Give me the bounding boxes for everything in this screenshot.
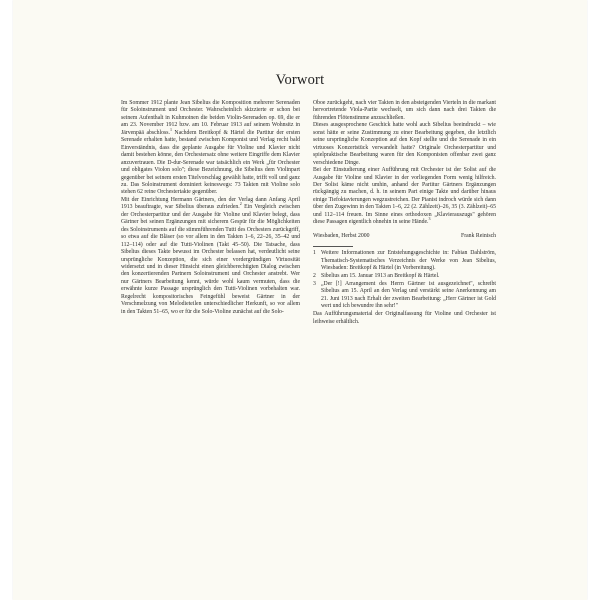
paragraph: Bei der Einstudierung einer Aufführung mit Orchester ist der Solist auf die Ausgabe für Violine und Klavier in der vorliegenden Form wenig hilfreich. Der Solist käme nicht umhin, anhand der Partitur Gärtners Ergänzungen rückgängig zu machen, d. h. in seinem Part einige Takte und darüber hinaus einige Tiefoktavierungen wegzustreichen. Der Pianist indroch würde sich dann über den Zugewinn in den Takten 1–6, 22 (2. Zählzeit)–26, 35 (3. Zählzeit)–65 und 112–114 freuen. Im Sinne eines orthodoxen „Klavierauszugs" gehören diese Passagen eigentlich ohnehin in seine Hände.$^3$	[313, 167, 496, 226]
signature-line	[313, 233, 496, 240]
page-title: Vorwort	[275, 72, 325, 88]
author-name: Frank Reinisch	[461, 232, 496, 239]
paragraph: Im Sommer 1912 plante Jean Sibelius die Komposition mehrerer Serenaden für Soloinstrument und Orchester. Wahrscheinlich skizzierte er schon bei seinem Aufenthalt in Kuhmoinen die beiden Violin-Serenaden op. 69, die er am 23. November 1912 bzw. am 10. Februar 1913 auf seinem Wohnsitz in Järvenpää abschloss.$^1$ Nachdem Breitkopf & Härtel die Partitur der ersten Serenade erhalten hatte, bestand zwischen Komponist und Verlag recht bald Einverständnis, dass die geplante Ausgabe für Violine und Klavier nicht damit bestehen könne, den Orchestersatz ohne weitere Eingriffe dem Klavier anzuvertrauen. Die D-dur-Serenade war tatsächlich ein Werk „für Orchester und obligates Violon solo"; diese Bezeichnung, die Sibelius dem Violinpart gegenüber bei seinem ersten Titelvorschlag gewählt hatte, trifft voll und ganz zu. Das Soloinstrument dominiert keineswegs: 73 Takten mit Violine solo stehen 62 reine Orchestertakte gegenüber.	[121, 100, 300, 196]
closing-note: Das Aufführungsmaterial der Originalfassung für Violine und Orchester ist leihweise erhältlich.	[313, 311, 496, 325]
footnote-divider	[313, 246, 353, 247]
footnote-ref: 2	[239, 201, 242, 207]
footnote: 3 „Der [!] Arrangement des Herrn Gärtner ist ausgezeichnet", schreibt Sibelius am 15. April an den Verlag und verstärkt seine Anerkennung am 21. Juni 1913 nach Erhalt der zweiten Bearbeitung: „Herr Gärtner ist Gold wert und ich bewundre ihn sehr!"	[313, 280, 496, 310]
document-page	[13, 0, 587, 600]
paragraph: Oboe zurückgeht, nach vier Takten in den absteigenden Vierteln in die markant hervortretende Viola-Partie wechselt, um sich dann nach drei Takten die führenden Flötenstimme anzuschließen.	[313, 100, 496, 121]
footnote-ref: 3	[428, 216, 431, 222]
paragraph: Dieses ausgesprochene Geschick hatte wohl auch Sibelius beeindruckt – wie sonst hätte er seine Zustimmung zu einer Bearbeitung gegeben, die letztlich seine ursprüngliche Konzeption auf den Kopf stellte und die Serenade in ein virtuoses Konzertstück verwandelt hatte? Originale Orchesterpartitur und spielpraktische Bearbeitung waren für den Komponisten offenbar zwei ganz verschiedene Dinge.	[313, 122, 496, 166]
right-column	[313, 100, 496, 326]
footnote-ref: 1	[169, 126, 172, 132]
place-date: Wiesbaden, Herbst 2000	[313, 232, 370, 239]
left-column	[121, 100, 300, 316]
footnote: 2 Sibelius am 15. Januar 1913 an Breitkopf & Härtel.	[313, 273, 440, 280]
paragraph: Mit der Einrichtung Hermann Gärtners, den der Verlag dann Anfang April 1913 beauftragte, war Sibelius überaus zufrieden.$^2$ Ein Vergleich zwischen der Orchesterpartitur und der Ausgabe für Violine und Klavier belegt, dass Gärtner bei seinen Ergänzungen mit sicherem Gespür für die Möglichkeiten des Soloinstruments auf die stimmführenden Tutti des Orchesters zurückgriff, so etwa auf die Bläser (so vor allem in den Takten 1–6, 22–26, 35–42 und 112–114) oder auf die Tutti-Violinen (Takt 45–50). Die Tatsache, dass Sibelius dieses Takte bewusst im Orchester belassen hat, verdeutlicht seine ursprüngliche Konzeption, die sich einer vordergründigen Virtuosität widersetzt und in dieser Hinsicht einen gleichberechtigten Dialog zwischen den konzertierenden Partnern Soloinstrument und Orchester anstrebt. Wer nur Gärtners Bearbeitung kennt, würde wohl kaum vermuten, dass die erwähnte kurze Passage ursprünglich den Tutti-Violinen vorbehalten war. Regelrecht kompositorisches Feingefühl beweist Gärtner in der Verschmelzung von Melodieteilen unterschiedlicher Herkunft, so vor allem in den Takten 51–65, wo er für die Solo-Violine zunächst auf die Solo-	[121, 196, 300, 315]
footnote: 1 Weitere Informationen zur Entstehungsgeschichte in: Fabian Dahlström, Thematisch-Systematisches Verzeichnis der Werke von Jean Sibelius, Wiesbaden: Breitkopf & Härtel (in Vorbereitung).	[313, 250, 496, 272]
